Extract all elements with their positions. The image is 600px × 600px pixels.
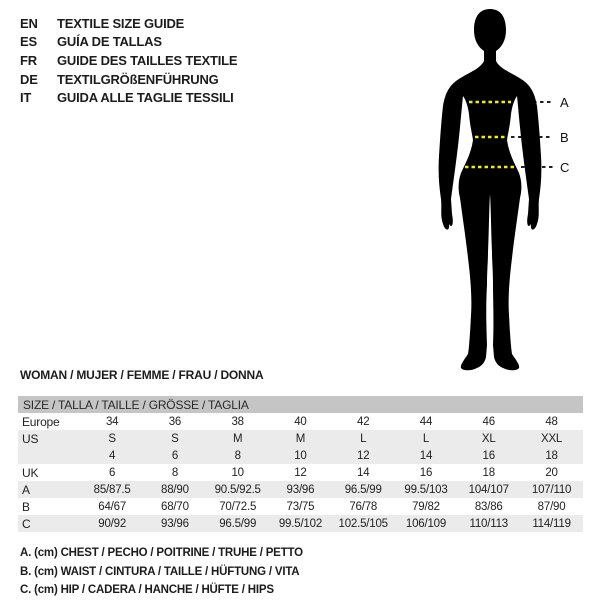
table-cell: 12	[294, 466, 307, 479]
table-cell: 90.5/92.5	[206, 481, 269, 498]
table-cell: 90/92	[81, 515, 144, 532]
table-cell: XL	[457, 430, 520, 447]
table-row	[18, 515, 583, 532]
table-cell: L	[332, 430, 395, 447]
table-cell: 38	[231, 415, 244, 428]
table-cell: 18	[520, 447, 583, 464]
row-label: US	[18, 430, 81, 447]
table-cell: 64/67	[98, 500, 127, 513]
table-cell: 10	[231, 466, 244, 479]
language-row	[20, 51, 237, 70]
row-label: C	[18, 515, 81, 532]
legend-line: C. (cm) HIP / CADERA / HANCHE / HÜFTE / HIPS	[20, 584, 274, 597]
silhouette-path	[439, 9, 542, 370]
language-row	[20, 33, 237, 52]
table-cell: 73/75	[286, 500, 315, 513]
language-code: DE	[20, 71, 38, 87]
size-table	[18, 396, 583, 532]
table-cell: 8	[206, 447, 269, 464]
table-cell: 8	[171, 466, 179, 479]
row-label: Europe	[22, 414, 60, 429]
table-cell: 6	[109, 466, 116, 479]
size-table-head	[18, 396, 583, 413]
language-row	[20, 14, 237, 33]
table-cell: 16	[457, 447, 520, 464]
row-label: A	[18, 481, 81, 498]
language-code: IT	[20, 90, 32, 106]
table-cell: 83/86	[474, 500, 503, 513]
table-row	[18, 464, 583, 481]
row-label	[18, 447, 81, 464]
table-cell: S	[144, 430, 207, 447]
table-cell: XXL	[520, 430, 583, 447]
legend-line: A. (cm) CHEST / PECHO / POITRINE / TRUHE / PETTO	[20, 547, 303, 560]
table-cell: 44	[419, 415, 433, 428]
marker-label-a: A	[560, 95, 569, 110]
table-row	[18, 481, 583, 498]
table-cell: 79/82	[412, 500, 440, 513]
table-cell: 4	[81, 447, 144, 464]
language-row	[20, 70, 237, 89]
table-cell: 88/90	[144, 481, 207, 498]
table-cell: 14	[395, 447, 458, 464]
table-cell: 40	[294, 415, 307, 428]
row-label: UK	[22, 465, 39, 480]
table-cell: 99.5/102	[269, 515, 332, 532]
body-silhouette	[397, 0, 597, 380]
language-label: TEXTILE SIZE GUIDE	[57, 15, 185, 31]
table-cell: 36	[168, 415, 182, 428]
language-label: GUIDE DES TAILLES TEXTILE	[57, 52, 238, 68]
language-label: TEXTILGRÖßENFÜHRUNG	[57, 71, 219, 87]
table-cell: 12	[332, 447, 395, 464]
figure	[397, 0, 597, 380]
table-cell: 18	[482, 466, 495, 479]
table-cell: 93/96	[269, 481, 332, 498]
legend	[20, 544, 303, 600]
table-header-row	[18, 396, 583, 413]
marker-label-b: B	[560, 130, 569, 145]
table-cell: 6	[144, 447, 207, 464]
table-row	[18, 447, 583, 464]
table-cell: M	[206, 430, 269, 447]
table-cell: 104/107	[457, 481, 520, 498]
table-header-label: SIZE / TALLA / TAILLE / GRÖSSE / TAGLIA	[18, 396, 583, 413]
table-cell: 42	[357, 415, 370, 428]
table-cell: 34	[105, 415, 119, 428]
table-cell: 76/78	[349, 500, 378, 513]
table-cell: 106/109	[395, 515, 458, 532]
language-row	[20, 88, 237, 107]
table-cell: 102.5/105	[332, 515, 395, 532]
table-cell: 93/96	[144, 515, 207, 532]
table-row	[18, 430, 583, 447]
table-cell: 96.5/99	[206, 515, 269, 532]
table-row	[18, 413, 583, 430]
table-cell: 20	[545, 466, 558, 479]
language-label: GUIDA ALLE TAGLIE TESSILI	[57, 90, 234, 106]
table-cell: 107/110	[520, 481, 583, 498]
table-cell: M	[269, 430, 332, 447]
table-cell: 70/72.5	[219, 500, 257, 513]
language-code: ES	[20, 34, 37, 50]
legend-line: B. (cm) WAIST / CINTURA / TAILLE / HÜFTUNG / VITA	[20, 565, 300, 578]
marker-label-c: C	[560, 160, 570, 175]
table-cell: 16	[419, 466, 433, 479]
table-cell: 114/119	[520, 515, 583, 532]
table-cell: 48	[545, 415, 558, 428]
size-table-body	[18, 413, 583, 532]
language-code: EN	[20, 15, 38, 31]
language-label: GUÍA DE TALLAS	[57, 34, 162, 50]
language-code: FR	[20, 52, 37, 68]
table-cell: 96.5/99	[332, 481, 395, 498]
table-cell: 87/90	[537, 500, 566, 513]
language-list	[20, 14, 237, 107]
table-cell: 14	[357, 466, 370, 479]
table-row	[18, 498, 583, 515]
table-cell: L	[395, 430, 458, 447]
table-cell: 10	[269, 447, 332, 464]
table-cell: 46	[482, 415, 495, 428]
table-cell: 68/70	[161, 500, 189, 513]
table-cell: 99.5/103	[395, 481, 458, 498]
table-cell: 85/87.5	[81, 481, 144, 498]
table-cell: S	[81, 430, 144, 447]
table-cell: 110/113	[457, 515, 520, 532]
section-title: WOMAN / MUJER / FEMME / FRAU / DONNA	[20, 368, 264, 382]
row-label: B	[22, 499, 30, 514]
